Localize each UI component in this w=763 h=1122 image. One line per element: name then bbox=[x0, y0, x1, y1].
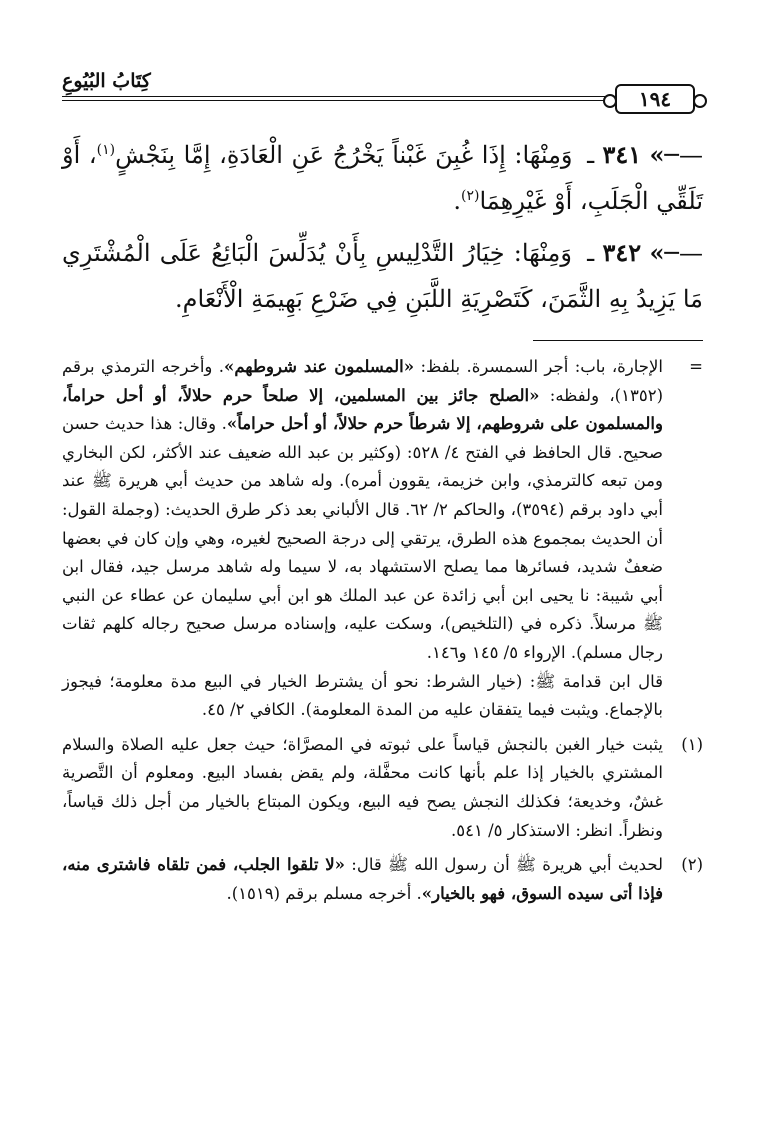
ornament-bracket-icon: » bbox=[649, 238, 665, 267]
footnote-ref-2[interactable]: (٢) bbox=[461, 188, 480, 204]
footnote-paragraph: يثبت خيار الغبن بالنجش قياساً على ثبوته في المصرَّاة؛ حيث جعل عليه الصلاة والسلام المشتري بالخيار إذا علم بأنها كانت محفَّلة، ولم يقض بفساد البيع. ومعلوم أن التَّصرية غشٌ، وخديعة؛ فكذلك النجش يصح فيه البيع، ويكون المبتاع بالخيار من أجل ذلك قياساً، ونظراً. انظر: الاستذكار ٥/ ٥٤١. bbox=[62, 734, 663, 840]
footnote-paragraph bbox=[62, 851, 663, 908]
footnote-text: . وأخرجه الترمذي برقم (١٣٥٢)، ولفظه: bbox=[62, 357, 663, 405]
footnote-text: الإجارة، باب: أجر السمسرة. بلفظ: bbox=[414, 357, 663, 376]
hadith-quote: «المسلمون عند شروطهم» bbox=[224, 357, 415, 376]
item-text: . bbox=[453, 187, 461, 215]
ornament-dash-icon: —─ bbox=[664, 239, 703, 267]
book-page bbox=[62, 62, 703, 1102]
item-text: وَمِنْهَا: خِيَارُ التَّدْلِيسِ بِأَنْ يُدَلِّسَ الْبَائِعُ عَلَى الْمُشْتَرِي مَا يَزِيدُ بِهِ الثَّمَنَ، كَتَصْرِيَةِ اللَّبَنِ فِي ضَرْعِ بَهِيمَةِ الْأَنْعَامِ. bbox=[62, 239, 703, 313]
dash-icon: ـ bbox=[587, 141, 595, 169]
main-text bbox=[62, 132, 703, 322]
footnote-ref-1[interactable]: (١) bbox=[96, 142, 116, 158]
dash-icon: ـ bbox=[587, 239, 595, 267]
item-marker-341 bbox=[587, 132, 703, 178]
footnotes bbox=[62, 353, 703, 908]
page-number: ١٩٤ bbox=[615, 84, 695, 114]
footnote-body bbox=[62, 851, 663, 908]
footnote-1 bbox=[62, 731, 703, 845]
ornament-dash-icon: —─ bbox=[664, 141, 703, 169]
item-341 bbox=[62, 132, 703, 224]
hadith-quote: «لا تلقوا الجلب، فمن تلقاه فاشترى منه، فإذا أتى سيده السوق، فهو بالخيار» bbox=[62, 855, 663, 903]
footnote-2 bbox=[62, 851, 703, 908]
footnote-mark: (٢) bbox=[681, 855, 703, 875]
footnote-text: . وقال: هذا حديث حسن صحيح. قال الحافظ في الفتح ٤/ ٥٢٨: (وكثير بن عبد الله ضعيف عند الأكثر، لكن البخاري ومن تبعه كالترمذي، وابن خزيمة، يقوون أمره). وله شاهد من حديث أبي هريرة ﷺ عند أبي داود برقم (٣٥٩٤)، والحاكم ٢/ ٦٢. قال الألباني بعد ذكر طرق الحديث: (وجملة القول: أن الحديث بمجموع هذه الطرق، يرتقي إلى درجة الصحيح لغيره، وهي وإن كان في بعضها ضعفٌ شديد، فسائرها مما يصلح الاستشهاد به، لا سيما وله شاهد مرسل جيد، فقال ابن أبي شيبة: نا يحيى ابن أبي زائدة عن عبد الملك هو ابن أبي سليمان عن عطاء عن النبي ﷺ مرسلاً. ذكره في (التلخيص)، وسكت عليه، وإسناده مرسل صحيح رجاله كلهم ثقات رجال مسلم). الإرواء ٥/ ١٤٥ و١٤٦. bbox=[62, 414, 663, 662]
hadith-quote: «الصلح جائز بين المسلمين، إلا صلحاً حرم حلالاً، أو أحل حراماً، والمسلمون على شروطهم، إلا شرطاً حرم حلالاً، أو أحل حراماً» bbox=[62, 385, 663, 434]
footnote-paragraph bbox=[62, 353, 663, 668]
footnote-body bbox=[62, 731, 663, 845]
item-342 bbox=[62, 230, 703, 322]
footnote-paragraph: قال ابن قدامة ﷺ: (خيار الشرط: نحو أن يشترط الخيار في البيع مدة معلومة؛ فيجوز بالإجماع. ويثبت فيما يتفقان عليه من المدة المعلومة). الكافي ٢/ ٤٥. bbox=[62, 671, 663, 720]
footnote-text: لحديث أبي هريرة ﷺ أن رسول الله ﷺ قال: bbox=[344, 855, 663, 875]
item-number: ٣٤٢ bbox=[602, 238, 642, 267]
footnote-mark: = bbox=[689, 357, 703, 376]
page-header bbox=[62, 62, 703, 114]
item-number: ٣٤١ bbox=[602, 140, 642, 169]
footnote-separator bbox=[533, 340, 703, 341]
footnote-mark: (١) bbox=[681, 734, 703, 754]
footnote-body bbox=[62, 353, 663, 725]
footnote-text: . أخرجه مسلم برقم (١٥١٩). bbox=[226, 883, 422, 903]
item-text: ، أَوْ تَلَقِّي الْجَلَبِ، أَوْ غَيْرِهِمَا bbox=[62, 141, 703, 215]
item-text: وَمِنْهَا: إِذَا غُبِنَ غَبْناً يَخْرُجُ عَنِ الْعَادَةِ، إِمَّا بِنَجْشٍ bbox=[115, 141, 573, 169]
footnote-continuation bbox=[62, 353, 703, 725]
ornament-bracket-icon: » bbox=[649, 140, 665, 169]
book-title: كِتَابُ البُيُوعِ bbox=[62, 70, 151, 92]
item-marker-342 bbox=[587, 230, 703, 276]
